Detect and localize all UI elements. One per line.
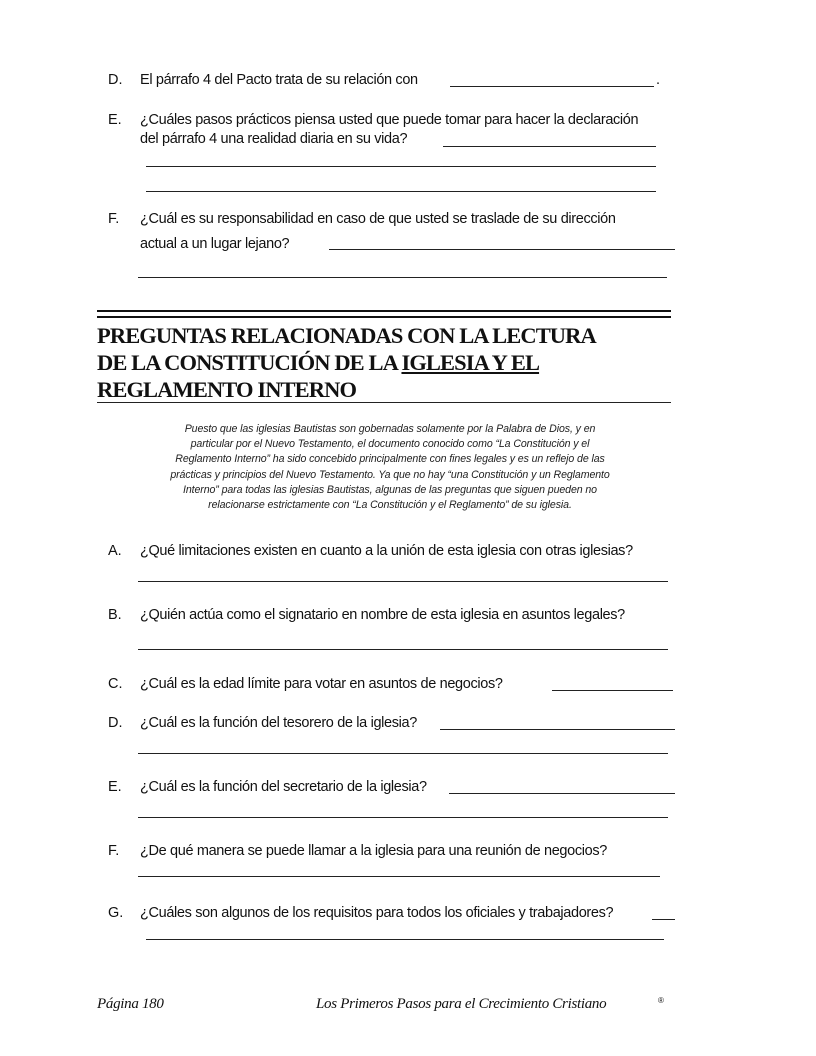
question-text-d: ¿Cuál es la función del tesorero de la iglesia?	[140, 715, 417, 731]
intro-line: Interno” para todas las iglesias Bautistas, algunas de las preguntas que siguen pueden no	[183, 483, 597, 496]
intro-line: Reglamento Interno” ha sido concebido principalmente con fines legales y es un reflejo de las	[175, 453, 605, 466]
question-letter-d: D.	[108, 715, 123, 731]
question-text-b: ¿Quién actúa como el signatario en nombre de esta iglesia en asuntos legales?	[140, 607, 625, 623]
question-letter-c: C.	[108, 676, 123, 692]
question-text-f-top-line1: ¿Cuál es su responsabilidad en caso de que usted se traslade de su dirección	[140, 211, 616, 227]
intro-line: particular por el Nuevo Testamento, el documento conocido como “La Constitución y el	[190, 438, 590, 451]
question-letter-d-top: D.	[108, 72, 123, 88]
question-text-e: ¿Cuál es la función del secretario de la iglesia?	[140, 779, 427, 795]
answer-line[interactable]	[138, 277, 667, 278]
question-text-f: ¿De qué manera se puede llamar a la iglesia para una reunión de negocios?	[140, 843, 607, 859]
intro-line: relacionarse estrictamente con “La Constitución y el Reglamento” de su iglesia.	[208, 499, 572, 512]
question-letter-f-top: F.	[108, 211, 120, 227]
heading-line-2	[97, 349, 697, 376]
section-heading	[97, 322, 697, 403]
question-letter-e: E.	[108, 779, 122, 795]
question-letter-g: G.	[108, 905, 124, 921]
intro-paragraph	[112, 422, 668, 513]
answer-line[interactable]	[138, 753, 668, 754]
answer-line[interactable]	[138, 876, 660, 877]
question-text-d-top: El párrafo 4 del Pacto trata de su relación con	[140, 72, 418, 88]
answer-line[interactable]	[146, 166, 656, 167]
answer-line[interactable]	[146, 191, 656, 192]
question-text-f-top-line2: actual a un lugar lejano?	[140, 236, 290, 252]
intro-line: prácticas y principios del Nuevo Testamento. Ya que no hay “una Constitución y un Reglamento	[170, 468, 610, 481]
answer-line[interactable]	[449, 793, 675, 794]
question-letter-a: A.	[108, 543, 122, 559]
answer-line[interactable]	[138, 649, 668, 650]
answer-line[interactable]	[443, 146, 656, 147]
heading-line-3-text: REGLAMENTO INTERNO	[97, 377, 357, 402]
heading-line-3	[97, 376, 697, 403]
heading-underline	[97, 402, 671, 403]
book-title: Los Primeros Pasos para el Crecimiento Cristiano	[316, 996, 607, 1012]
answer-line[interactable]	[652, 919, 675, 920]
section-divider-bottom	[97, 316, 671, 318]
registered-mark: ®	[658, 996, 664, 1005]
answer-line[interactable]	[440, 729, 675, 730]
question-text-e-top-line1: ¿Cuáles pasos prácticos piensa usted que puede tomar para hacer la declaración	[140, 112, 639, 128]
heading-line-2-a: DE LA CONSTITUCIÓN DE LA	[97, 350, 402, 375]
section-divider-top	[97, 310, 671, 312]
question-text-g: ¿Cuáles son algunos de los requisitos para todos los oficiales y trabajadores?	[140, 905, 614, 921]
answer-line[interactable]	[138, 581, 668, 582]
question-letter-f: F.	[108, 843, 120, 859]
answer-line[interactable]	[138, 817, 668, 818]
question-letter-e-top: E.	[108, 112, 122, 128]
intro-line: Puesto que las iglesias Bautistas son gobernadas solamente por la Palabra de Dios, y en	[184, 423, 596, 435]
question-text-c: ¿Cuál es la edad límite para votar en asuntos de negocios?	[140, 676, 503, 692]
question-end-period: .	[656, 72, 660, 88]
answer-line[interactable]	[146, 939, 664, 940]
heading-line-1: PREGUNTAS RELACIONADAS CON LA LECTURA	[97, 323, 596, 348]
question-letter-b: B.	[108, 607, 122, 623]
answer-line[interactable]	[329, 249, 675, 250]
question-text-e-top-line2: del párrafo 4 una realidad diaria en su vida?	[140, 131, 408, 147]
heading-line-2-b: IGLESIA Y EL	[401, 350, 540, 375]
answer-line[interactable]	[450, 86, 654, 87]
question-text-a: ¿Qué limitaciones existen en cuanto a la unión de esta iglesia con otras iglesias?	[140, 543, 633, 559]
page-number: Página 180	[97, 996, 164, 1012]
answer-line[interactable]	[552, 690, 673, 691]
